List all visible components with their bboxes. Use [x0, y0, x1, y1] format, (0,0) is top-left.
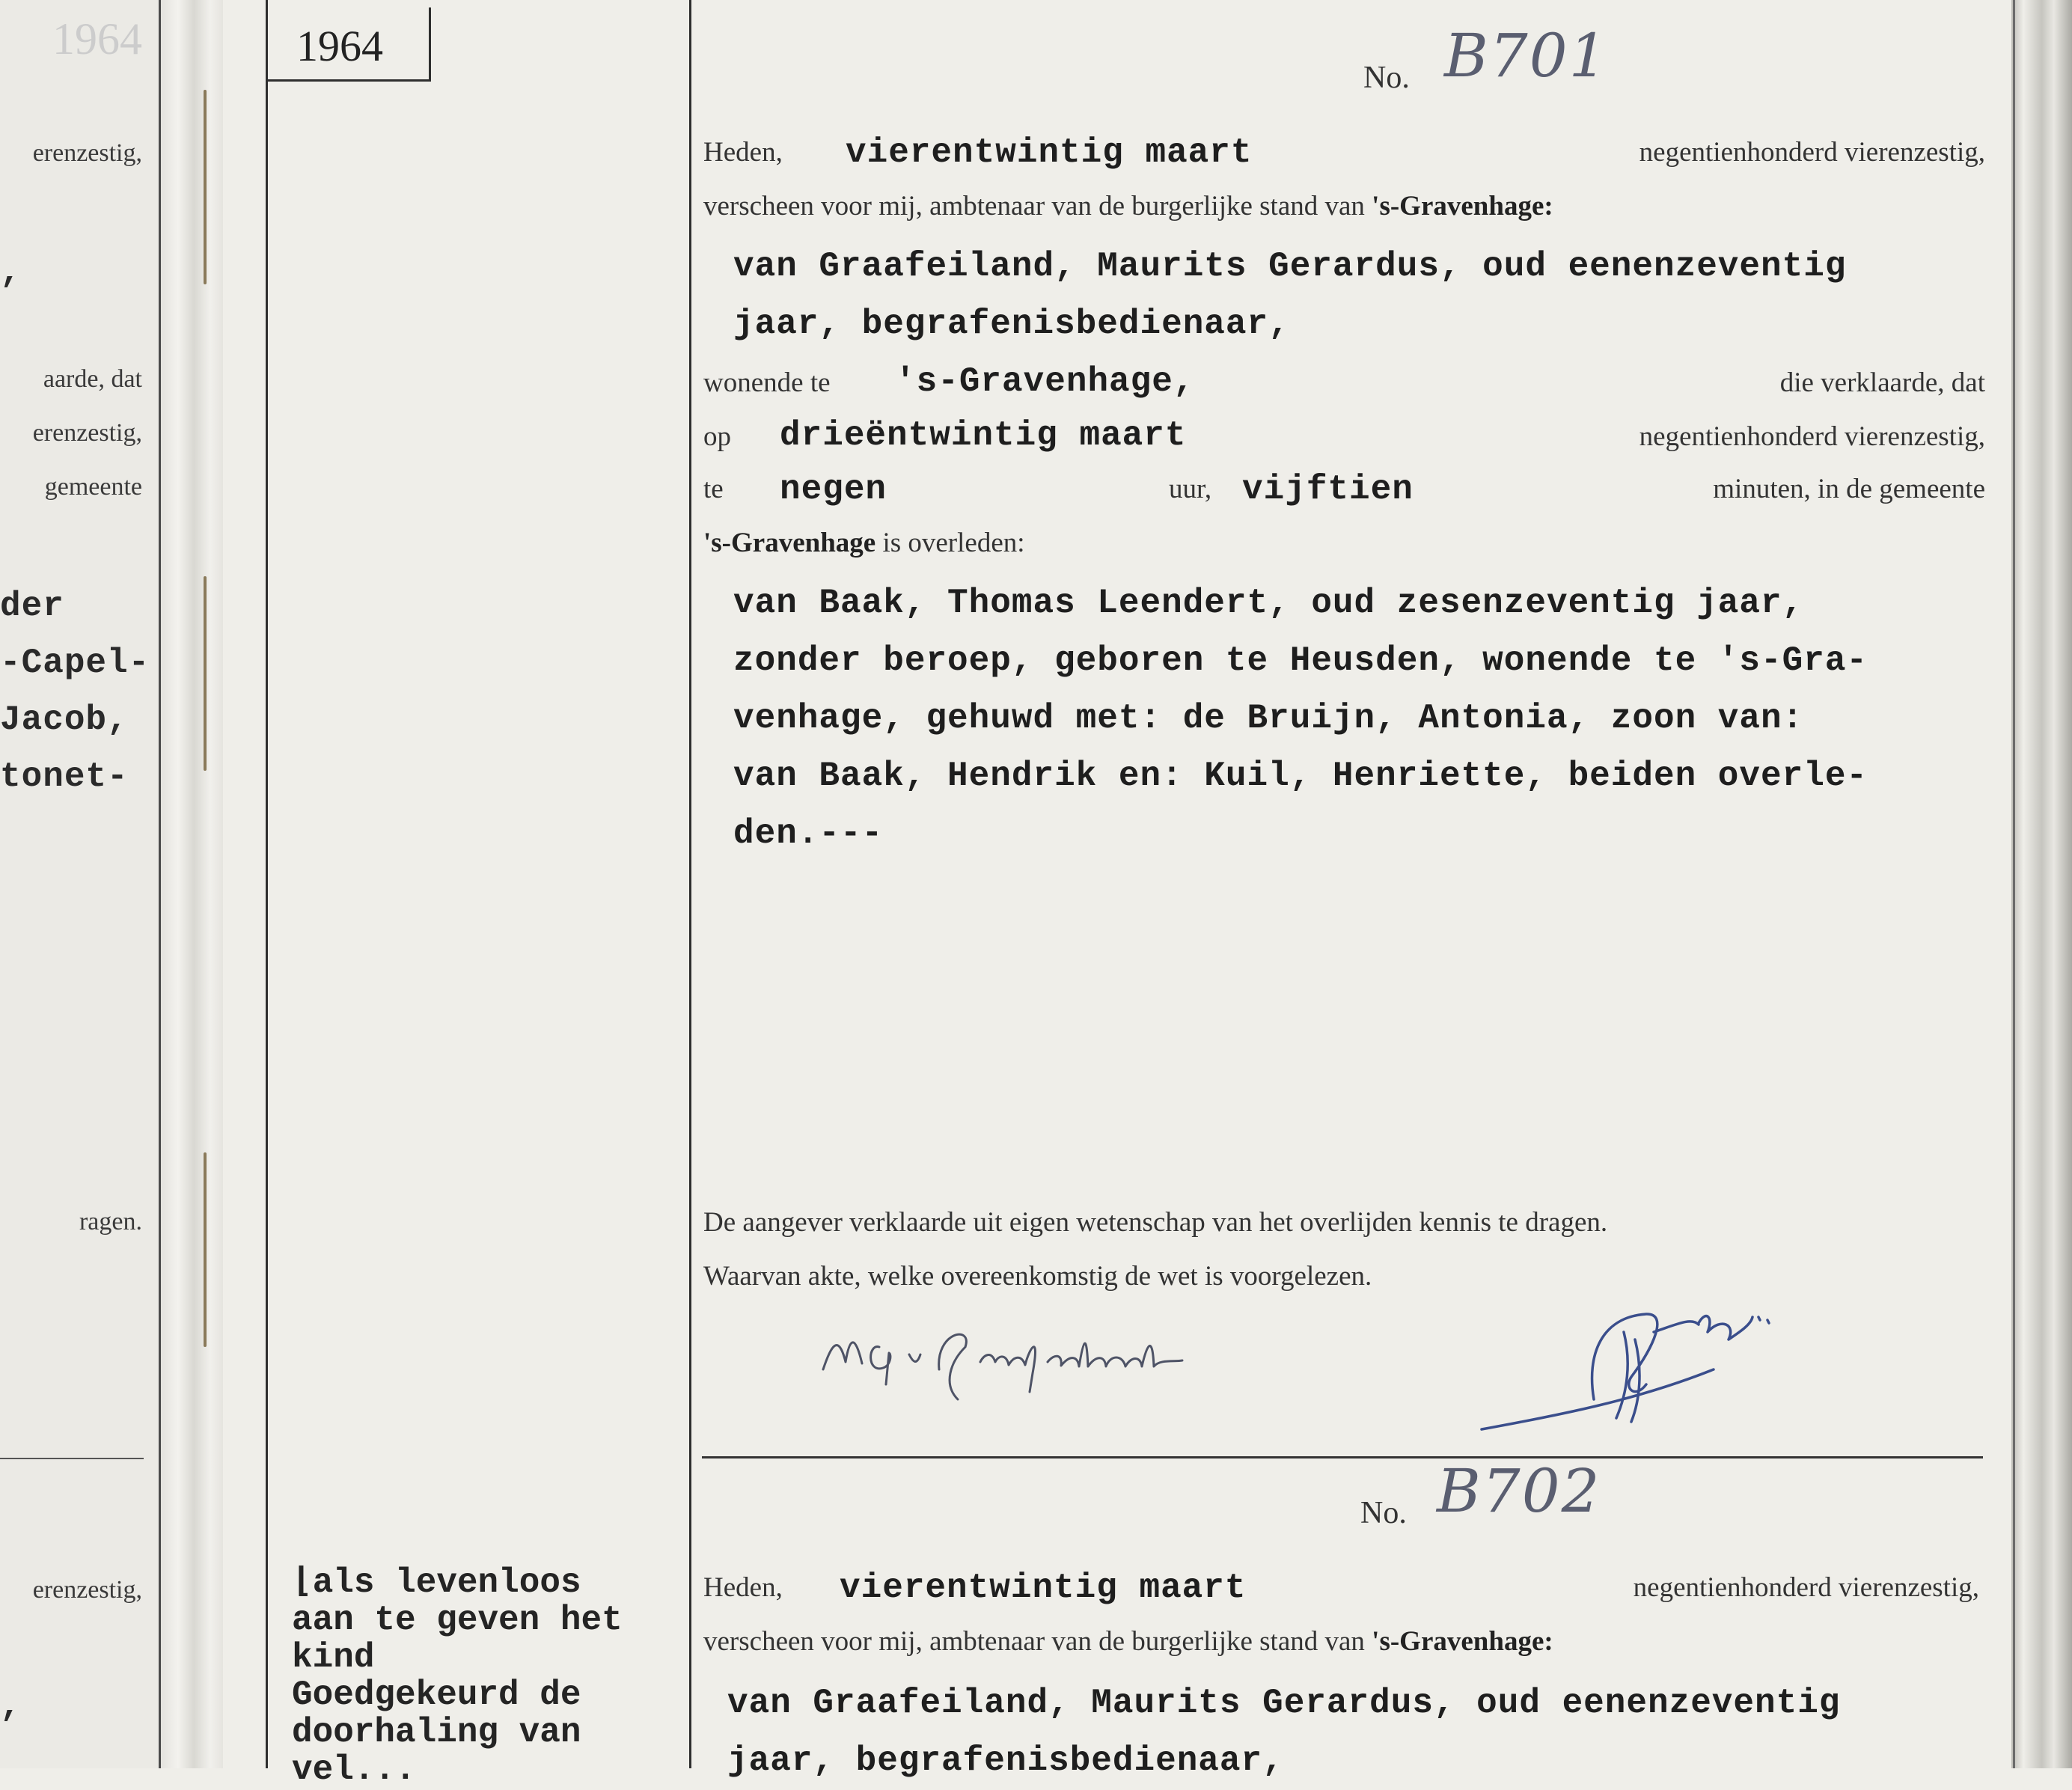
- register-year: 1964: [296, 22, 383, 70]
- margin-note-line: Goedgekeurd de: [292, 1676, 581, 1714]
- minuten-label: minuten, in de gemeente: [1713, 474, 1985, 504]
- prev-fragment: erenzestig,: [32, 1576, 142, 1604]
- margin-note-line: vel...: [292, 1750, 416, 1789]
- appearance-text: verscheen voor mij, ambtenaar van de burgerlijke stand van: [703, 1626, 1365, 1657]
- declarant-block: [727, 1675, 1840, 1790]
- deceased-line: venhage, gehuwd met: de Bruijn, Antonia, zoon van:: [733, 699, 1804, 738]
- declarant-block: [733, 238, 1846, 353]
- deceased-line: zonder beroep, geboren te Heusden, wonende te 's-Gra-: [733, 641, 1868, 680]
- heden-label: Heden,: [703, 1572, 783, 1603]
- binding-stitch: [204, 576, 207, 771]
- verklaarde-label: die verklaarde, dat: [1779, 367, 1985, 398]
- margin-annotation: [292, 1564, 681, 1789]
- death-place: 's-Gravenhage: [703, 528, 876, 558]
- prev-fragment: ragen.: [79, 1208, 142, 1235]
- record-divider: [702, 1456, 1983, 1458]
- record-number-label: No.: [1360, 1496, 1407, 1530]
- death-hour: negen: [780, 470, 887, 509]
- margin-note-line: kind: [292, 1638, 375, 1677]
- overleden-label: is overleden:: [882, 528, 1025, 558]
- prev-page-divider: [0, 1458, 144, 1459]
- margin-note-line: aan te geven het: [292, 1601, 623, 1640]
- death-date: drieëntwintig maart: [780, 416, 1187, 455]
- heden-label: Heden,: [703, 137, 783, 168]
- prev-fragment: der: [0, 587, 64, 626]
- appearance-text: verscheen voor mij, ambtenaar van de burgerlijke stand van: [703, 191, 1365, 222]
- record-number-handwritten: B701: [1444, 21, 1609, 91]
- deceased-line: van Baak, Thomas Leendert, oud zesenzeventig jaar,: [733, 584, 1804, 623]
- registration-year-words: negentienhonderd vierenzestig,: [1633, 1572, 1979, 1603]
- prev-fragment: erenzestig,: [32, 419, 142, 447]
- margin-column: [266, 0, 691, 1768]
- appearance-line: [703, 1625, 1553, 1658]
- declarant-line: jaar, begrafenisbedienaar,: [733, 305, 1290, 343]
- appearance-line: [703, 190, 1553, 222]
- registration-date: vierentwintig maart: [840, 1568, 1247, 1607]
- binding-gutter: [159, 0, 223, 1768]
- registry-city: 's-Gravenhage:: [1372, 1626, 1553, 1657]
- op-label: op: [703, 421, 731, 452]
- te-label: te: [703, 474, 724, 504]
- previous-page-year: 1964: [52, 14, 142, 64]
- declarant-signature: [808, 1302, 1347, 1414]
- record-number-label: No.: [1363, 61, 1410, 95]
- declarant-line: van Graafeiland, Maurits Gerardus, oud eenenzeventig: [727, 1684, 1841, 1723]
- uur-label: uur,: [1169, 474, 1212, 504]
- declarant-residence: 's-Gravenhage,: [895, 362, 1195, 401]
- wonende-label: wonende te: [703, 367, 831, 398]
- record-number-handwritten: B702: [1437, 1456, 1601, 1526]
- deceased-line: den.---: [733, 814, 884, 853]
- official-signature: [1474, 1287, 1803, 1437]
- registration-date: vierentwintig maart: [846, 133, 1253, 172]
- previous-page-fragment: [0, 0, 159, 1768]
- prev-fragment: tonet-: [0, 757, 129, 796]
- registration-year-words: negentienhonderd vierenzestig,: [1639, 137, 1985, 168]
- declarant-line: van Graafeiland, Maurits Gerardus, oud eenenzeventig: [733, 247, 1847, 286]
- death-minutes: vijftien: [1242, 470, 1414, 509]
- deceased-line: van Baak, Hendrik en: Kuil, Henriette, beiden overle-: [733, 757, 1868, 795]
- year-box: [268, 7, 431, 82]
- waarvan-statement: Waarvan akte, welke overeenkomstig de wet is voorgelezen.: [703, 1261, 1372, 1292]
- deceased-block: [733, 575, 1868, 863]
- margin-note-line: doorhaling van: [292, 1713, 581, 1752]
- prev-fragment: ,: [0, 1687, 22, 1726]
- prev-fragment: ,: [0, 253, 22, 292]
- place-line: [703, 527, 1025, 559]
- prev-fragment: aarde, dat: [43, 365, 142, 393]
- prev-fragment: erenzestig,: [32, 139, 142, 167]
- declarant-line: jaar, begrafenisbedienaar,: [727, 1741, 1284, 1780]
- binding-stitch: [204, 1152, 207, 1347]
- binding-stitch: [204, 90, 207, 284]
- prev-fragment: Jacob,: [0, 700, 129, 739]
- prev-fragment: -Capel-: [0, 644, 150, 682]
- death-year-words: negentienhonderd vierenzestig,: [1639, 421, 1985, 452]
- page-edge-right: [2011, 0, 2072, 1768]
- prev-fragment: gemeente: [44, 473, 142, 501]
- registry-city: 's-Gravenhage:: [1372, 191, 1553, 222]
- aangever-statement: De aangever verklaarde uit eigen wetenschap van het overlijden kennis te dragen.: [703, 1207, 1608, 1238]
- margin-note-line: ⌊als levenloos: [292, 1563, 581, 1602]
